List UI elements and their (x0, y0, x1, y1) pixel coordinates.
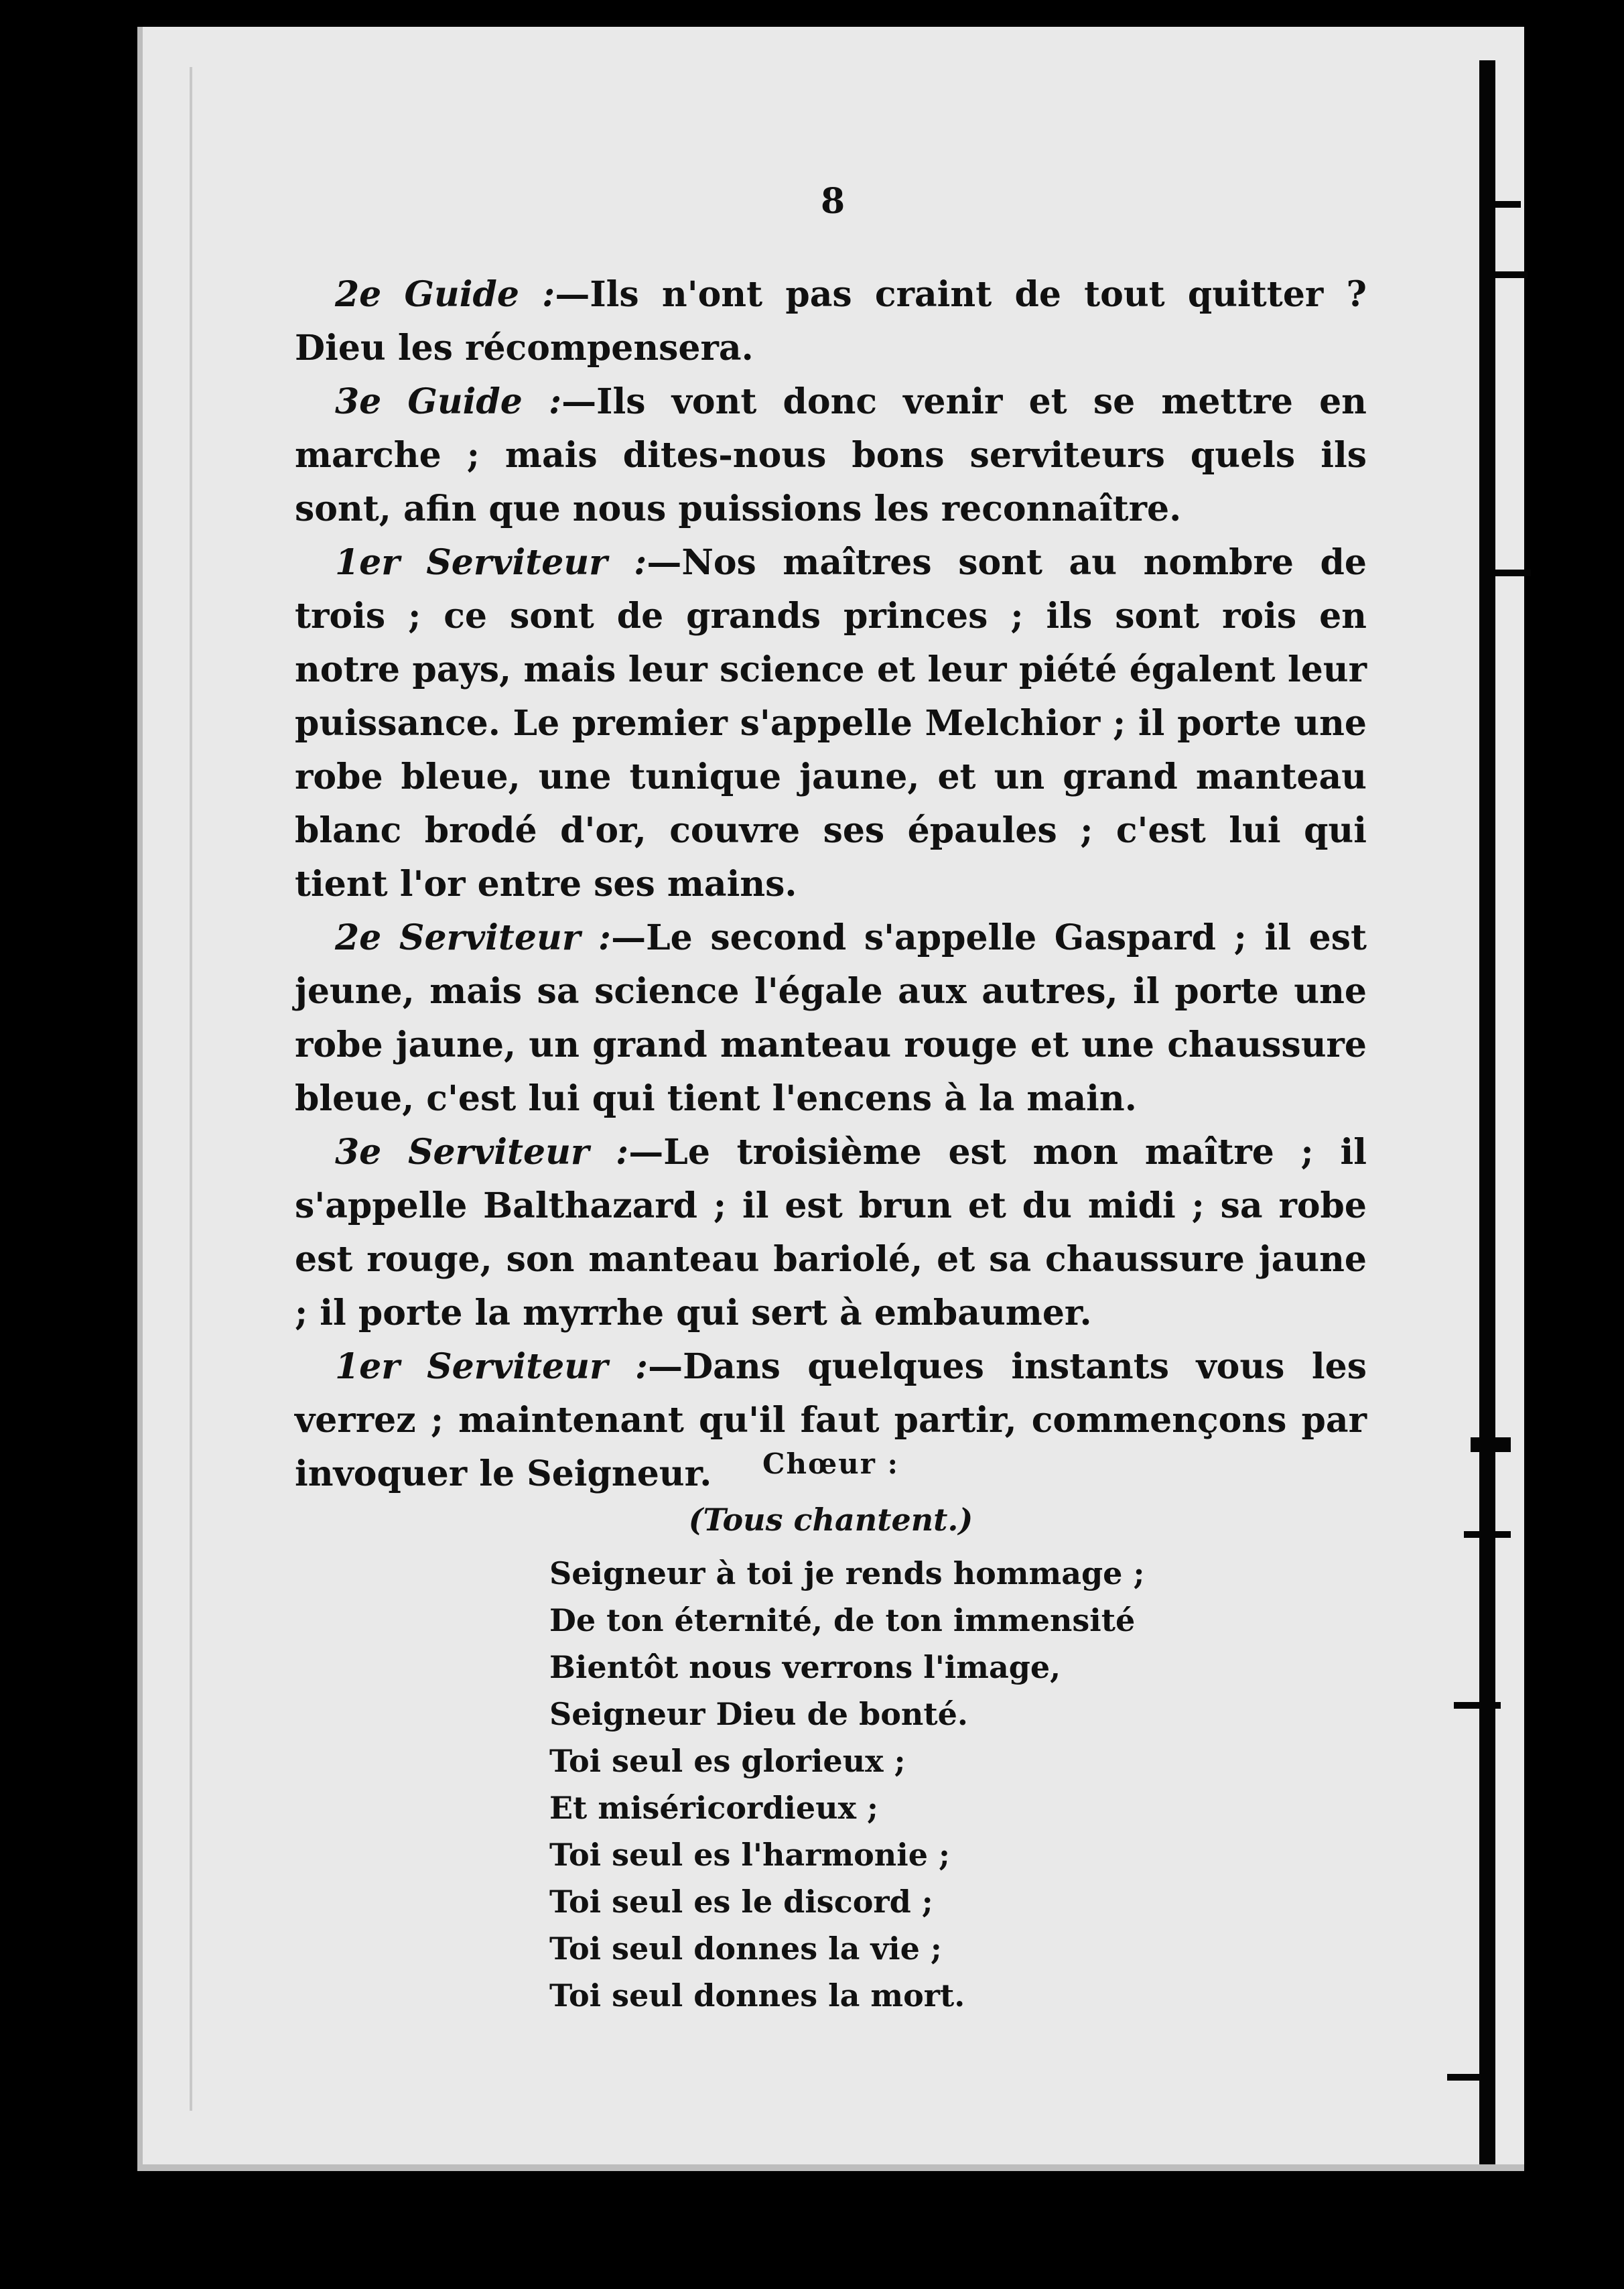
speaker-label: 2e Serviteur : (335, 917, 612, 958)
paragraph-text: —Nos maîtres sont au nombre de trois ; ce sont de grands princes ; ils sont rois en notre pays, mais leur science et leur piété égalent leur puissance. Le premier s'appelle Melchior ; il porte une robe bleue, une tunique jaune, et un grand manteau blanc brodé d'or, couvre ses épaules ; c'est lui qui tient l'or entre ses mains. (295, 542, 1367, 905)
verse-line: Toi seul es glorieux ; (549, 1743, 906, 1779)
speaker-label: 3e Serviteur : (335, 1132, 629, 1173)
binding-tick (1494, 570, 1531, 576)
paragraph-4 (295, 911, 1367, 1126)
paragraph-text: —Ils n'ont pas craint de tout quitter ? Dieu les récompensera. (295, 274, 1367, 369)
verse-line: Seigneur à toi je rends hommage ; (549, 1555, 1145, 1591)
paragraph-3 (295, 536, 1367, 911)
paragraph-2 (295, 375, 1367, 536)
page-fold-line (190, 67, 192, 2111)
paragraph-text: —Dans quelques instants vous les verrez ; maintenant qu'il faut partir, commençons par invoquer le Seigneur. (295, 1346, 1367, 1494)
paragraph-text: —Le second s'appelle Gaspard ; il est jeune, mais sa science l'égale aux autres, il porte une robe jaune, un grand manteau rouge et une chaussure bleue, c'est lui qui tient l'encens à la main. (295, 917, 1367, 1119)
speaker-label: 3e Guide : (335, 381, 562, 422)
dialogue-text (295, 268, 1367, 1501)
paragraph-text: —Le troisième est mon maître ; il s'appelle Balthazard ; il est brun et du midi ; sa robe est rouge, son manteau bariolé, et sa chaussure jaune ; il porte la myrrhe qui sert à embaumer. (295, 1132, 1367, 1333)
speaker-label: 1er Serviteur : (335, 1346, 649, 1387)
chorus-subtitle: (Tous chantent.) (688, 1502, 973, 1538)
page-number: 8 (821, 181, 845, 222)
binding-strip (1479, 60, 1495, 2164)
chorus-verses (549, 1550, 1152, 2019)
verse-line: Seigneur Dieu de bonté. (549, 1696, 968, 1732)
binding-tick (1447, 2074, 1494, 2081)
verse-line: Toi seul donnes la vie ; (549, 1931, 942, 1967)
binding-tick (1464, 1531, 1511, 1538)
verse-line: De ton éternité, de ton immensité (549, 1602, 1136, 1638)
verse-line: Toi seul es le discord ; (549, 1884, 933, 1920)
binding-tick (1494, 201, 1521, 208)
speaker-label: 2e Guide : (335, 274, 555, 315)
binding-tick (1494, 271, 1528, 278)
paragraph-5 (295, 1126, 1367, 1340)
binding-tick (1471, 1437, 1511, 1452)
verse-line: Et miséricordieux ; (549, 1790, 879, 1826)
chorus-title: Chœur : (762, 1447, 899, 1480)
verse-line: Toi seul donnes la mort. (549, 1977, 965, 2014)
verse-line: Toi seul es l'harmonie ; (549, 1837, 950, 1873)
verse-line: Bientôt nous verrons l'image, (549, 1649, 1061, 1685)
paragraph-text: —Ils vont donc venir et se mettre en marche ; mais dites-nous bons serviteurs quels ils sont, afin que nous puissions les reconnaître. (295, 381, 1367, 529)
paragraph-1 (295, 268, 1367, 375)
speaker-label: 1er Serviteur : (335, 542, 647, 583)
chorus-block (549, 1447, 1152, 2019)
binding-tick (1454, 1702, 1501, 1709)
